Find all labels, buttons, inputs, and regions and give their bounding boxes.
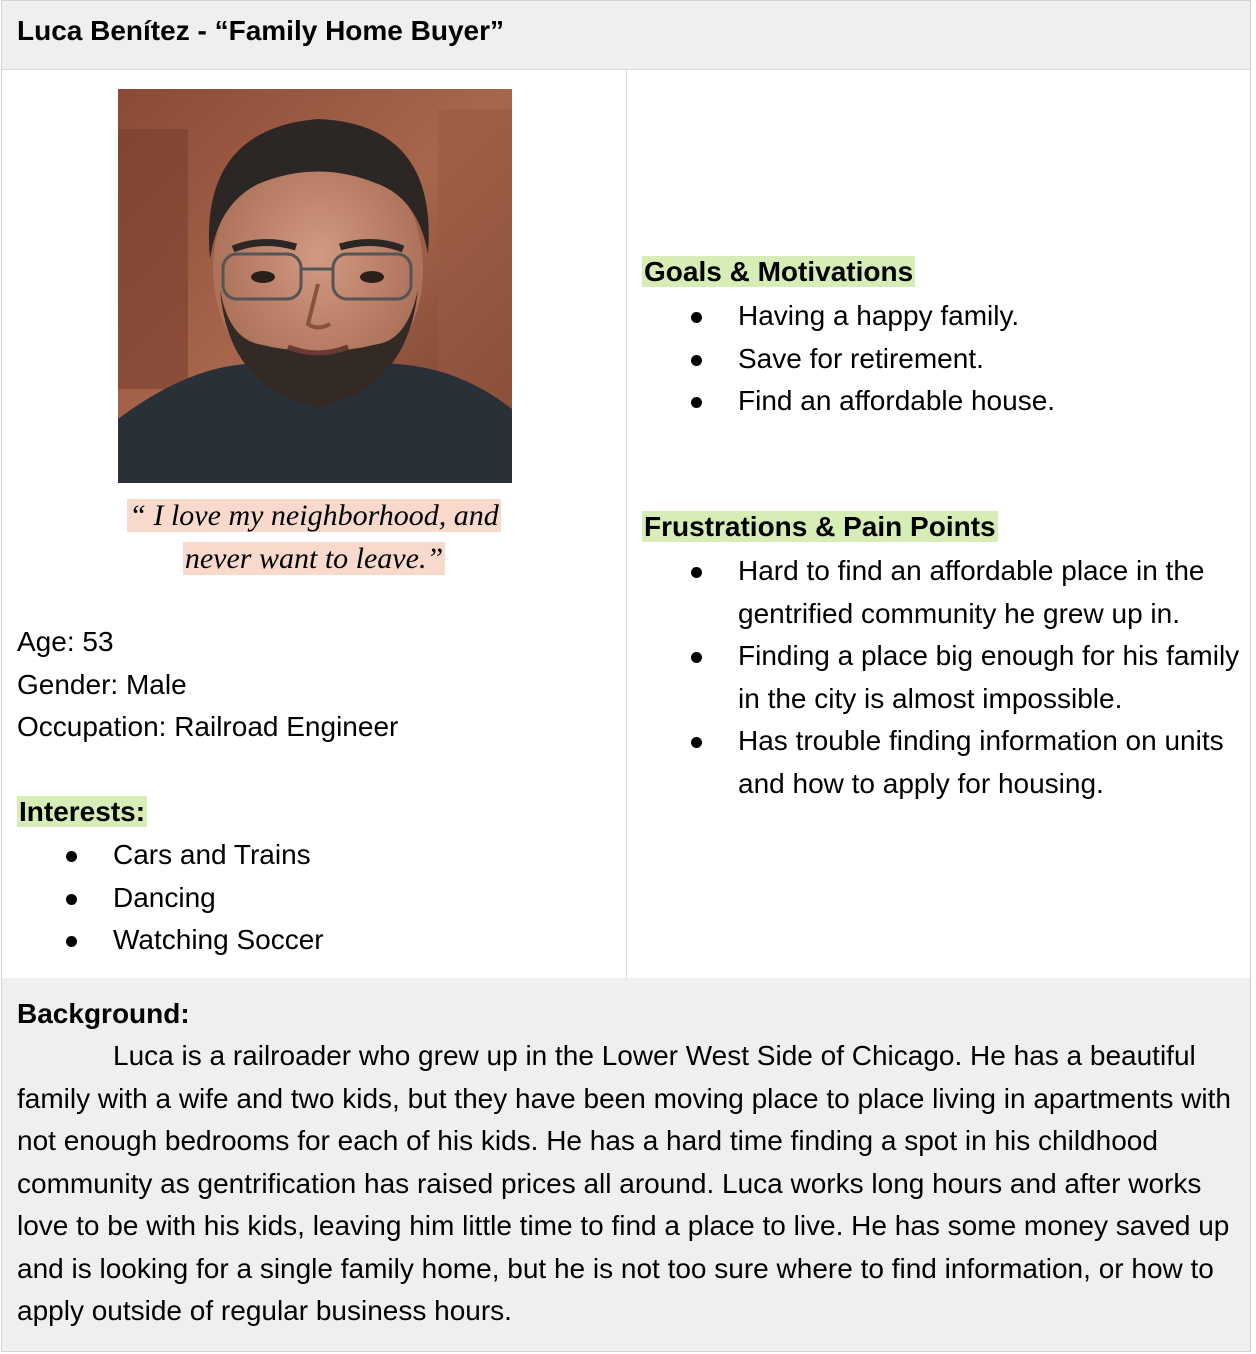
list-item-text: Find an affordable house. [738,385,1056,416]
list-item [17,834,617,877]
persona-quote [12,494,616,580]
frustrations-list [642,550,1242,805]
quote-line-2: never want to leave.” [184,542,444,575]
background-section [2,978,1250,1351]
goals-heading [642,256,915,288]
list-item [642,380,1242,423]
bullet-icon [691,397,702,408]
right-column [627,70,1250,978]
persona-header [2,1,1250,70]
list-item [642,635,1242,720]
list-item-text: Has trouble finding information on units and how to apply for housing. [738,725,1224,799]
list-item-text: Dancing [113,881,216,913]
list-item [17,919,617,962]
list-item-text: Having a happy family. [738,300,1020,331]
goals-list [642,295,1242,423]
background-heading: Background: [17,998,190,1029]
frustrations-heading [642,511,998,543]
quote-line-1: “ I love my neighborhood, and [129,499,499,532]
interests-list [17,834,617,962]
gender-field: Gender: Male [17,669,187,700]
bullet-icon [691,567,702,578]
age-field: Age: 53 [17,626,114,657]
list-item [642,720,1242,805]
bullet-icon [66,894,77,905]
bullet-icon [691,652,702,663]
persona-title: Luca Benítez - “Family Home Buyer” [17,15,505,46]
frustrations-heading-text: Frustrations & Pain Points [644,511,996,542]
persona-card [1,0,1251,1352]
bullet-icon [691,355,702,366]
list-item-text: Save for retirement. [738,342,984,374]
background-text: Luca is a railroader who grew up in the Lower West Side of Chicago. He has a beautiful family with a wife and two kids, but they have been moving place to place living in apartments with not enough bedrooms for each of his kids. He has a hard time finding a spot in his childhood community as gentrification has raised prices all around. Luca works long hours and after works love to be with his kids, leaving him little time to find a place to live. He has some money saved up and is looking for a single family home, but he is not too sure where to find information, or how to apply outside of regular business hours. [17,1040,1231,1326]
left-column [2,70,626,978]
bullet-icon [691,737,702,748]
persona-photo [118,89,512,483]
list-item-text: Hard to find an affordable place in the gentrified community he grew up in. [738,555,1205,629]
list-item-text: Finding a place big enough for his family in the city is almost impossible. [738,640,1240,714]
list-item [642,550,1242,635]
occupation-field: Occupation: Railroad Engineer [17,711,399,742]
bullet-icon [66,851,77,862]
interests-heading [17,796,147,828]
list-item-text: Watching Soccer [113,924,324,955]
interests-heading-text: Interests: [19,796,146,827]
list-item-text: Cars and Trains [113,839,311,870]
list-item [642,295,1242,338]
list-item [17,877,617,920]
goals-heading-text: Goals & Motivations [644,256,914,287]
list-item [642,338,1242,381]
bullet-icon [66,936,77,947]
bullet-icon [691,312,702,323]
